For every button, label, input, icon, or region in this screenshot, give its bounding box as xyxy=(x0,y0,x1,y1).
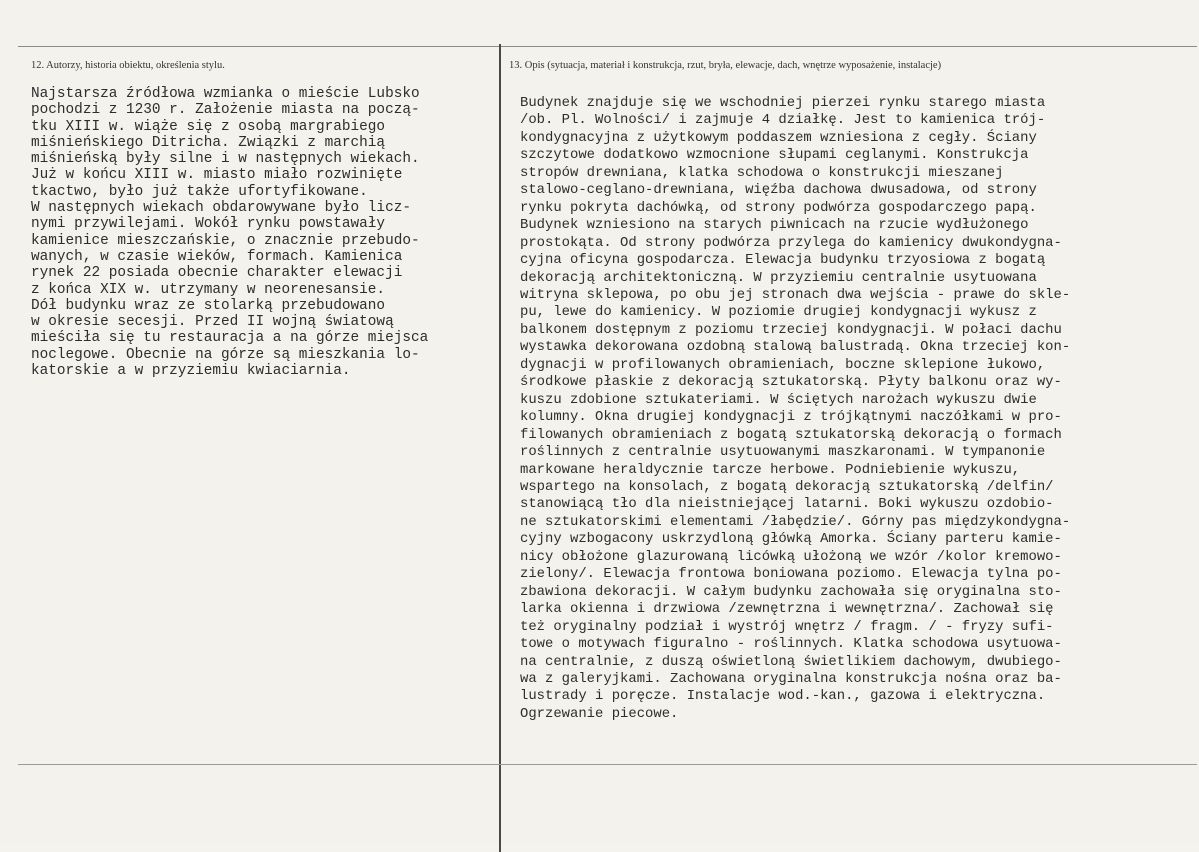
description-text-line: środkowe płaskie z dekoracją sztukatorską. Płyty balkonu oraz wy- xyxy=(520,374,1062,391)
description-text-line: lustrady i poręcze. Instalacje wod.-kan., gazowa i elektryczna. xyxy=(520,688,1046,705)
description-text-line: stropów drewniana, klatka schodowa o konstrukcji mieszanej xyxy=(520,164,1004,181)
history-text-line: kamienice mieszczańskie, o znacznie przebudo- xyxy=(31,232,420,249)
description-text-line: dygnacji w profilowanych obramieniach, boczne sklepione łukowo, xyxy=(520,356,1046,373)
history-text-line: rynek 22 posiada obecnie charakter elewacji xyxy=(31,265,403,282)
section-13-heading: 13. Opis (sytuacja, materiał i konstrukcja, rzut, bryła, elewacje, dach, wnętrze wyposażenie, instalacje) xyxy=(509,60,942,71)
bottom-rule xyxy=(18,764,1197,765)
description-text xyxy=(520,95,1070,723)
description-text-line: na centralnie, z duszą oświetloną świetlikiem dachowym, dwubiego- xyxy=(520,653,1062,670)
section-12-heading: 12. Autorzy, historia obiektu, określenia stylu. xyxy=(31,60,225,71)
history-text-line: katorskie a w przyziemiu kwiaciarnia. xyxy=(31,363,351,380)
description-text-line: szczytowe dodatkowo wzmocnione słupami ceglanymi. Konstrukcja xyxy=(520,147,1029,164)
description-text-line: zielony/. Elewacja frontowa boniowana poziomo. Elewacja tylna po- xyxy=(520,566,1062,583)
history-text-line: W następnych wiekach obdarowywane było licz- xyxy=(31,200,411,217)
description-text-line: dekoracją architektoniczną. W przyziemiu centralnie usytuowana xyxy=(520,269,1037,286)
top-rule xyxy=(18,46,1197,47)
description-text-line: stalowo-ceglano-drewniana, więźba dachowa dwusadowa, od strony xyxy=(520,182,1037,199)
history-text-line: miśnieńskiego Ditricha. Związki z marchią xyxy=(31,134,386,151)
description-text-line: zbawiona dekoracji. W całym budynku zachowała się oryginalna sto- xyxy=(520,583,1062,600)
description-text-line: wa z galeryjkami. Zachowana oryginalna konstrukcja nośna oraz ba- xyxy=(520,670,1062,687)
history-text-line: miśnieńską były silne i w następnych wiekach. xyxy=(31,151,420,168)
description-text-line: Budynek znajduje się we wschodniej pierzei rynku starego miasta xyxy=(520,95,1046,111)
description-text-line: witryna sklepowa, po obu jej stronach dwa wejścia - prawe do skle- xyxy=(520,286,1071,303)
description-text-line: cyjny wzbogacony uskrzydloną główką Amorka. Ściany parteru kamie- xyxy=(520,531,1062,548)
description-text-line: stanowiącą tło dla nieistniejącej latarni. Boki wykuszu ozdobio- xyxy=(520,496,1054,513)
history-text-line: pochodzi z 1230 r. Założenie miasta na począ- xyxy=(31,102,420,119)
description-text-line: pu, lewe do kamienicy. W poziomie drugiej kondygnacji wykusz z xyxy=(520,304,1037,321)
description-text-line: balkonem dostępnym z poziomu trzeciej kondygnacji. W połaci dachu xyxy=(520,321,1062,338)
column-divider xyxy=(499,44,501,852)
history-text xyxy=(31,86,428,379)
history-text-line: wanych, w czasie wieków, formach. Kamienica xyxy=(31,248,403,265)
history-text-line: noclegowe. Obecnie na górze są mieszkania lo- xyxy=(31,346,420,363)
description-text-line: nicy obłożone glazurowaną licówką ułożoną we wzór /kolor kremowo- xyxy=(520,548,1062,565)
history-text-line: z końca XIX w. utrzymany w neorenesansie. xyxy=(31,281,386,298)
description-text-line: też oryginalny podział i wystrój wnętrz / fragm. / - fryzy sufi- xyxy=(520,618,1054,635)
description-text-line: /ob. Pl. Wolności/ i zajmuje 4 działkę. Jest to kamienica trój- xyxy=(520,112,1046,129)
description-text-line: roślinnych z centralnie usytuowanymi maszkaronami. W tympanonie xyxy=(520,444,1046,461)
description-text-line: filowanych obramieniach z bogatą sztukatorską dekoracją o formach xyxy=(520,426,1062,443)
description-text-line: wystawka dekorowana ozdobną stalową balustradą. Okna trzeciej kon- xyxy=(520,339,1071,356)
description-text-line: markowane heraldycznie tarcze herbowe. Podniebienie wykuszu, xyxy=(520,461,1021,478)
description-text-line: kondygnacyjna z użytkowym poddaszem wzniesiona z cegły. Ściany xyxy=(520,129,1037,146)
description-text-line: cyjna oficyna gospodarcza. Elewacja budynku trzyosiowa z bogatą xyxy=(520,252,1046,269)
history-text-line: tku XIII w. wiąże się z osobą margrabiego xyxy=(31,118,386,135)
description-text-line: prostokąta. Od strony podwórza przylega do kamienicy dwukondygna- xyxy=(520,234,1062,251)
history-text-line: tkactwo, było już także ufortyfikowane. xyxy=(31,183,368,200)
history-text-line: Już w końcu XIII w. miasto miało rozwinięte xyxy=(31,167,403,184)
description-text-line: towe o motywach figuralno - roślinnych. Klatka schodowa usytuowa- xyxy=(520,636,1062,653)
history-text-line: mieściła się tu restauracja a na górze miejsca xyxy=(31,330,429,347)
description-text-line: wspartego na konsolach, z bogatą dekoracją sztukatorską /delfin/ xyxy=(520,478,1054,495)
description-text-line: kuszu zdobione sztukateriami. W ściętych narożach wykuszu dwie xyxy=(520,391,1037,408)
history-text-line: Najstarsza źródłowa wzmianka o mieście Lubsko xyxy=(31,86,420,102)
history-text-line: Dół budynku wraz ze stolarką przebudowano xyxy=(31,297,386,314)
history-text-line: w okresie secesji. Przed II wojną światową xyxy=(31,314,394,331)
description-text-line: larka okienna i drzwiowa /zewnętrzna i wewnętrzna/. Zachował się xyxy=(520,601,1054,618)
description-text-line: kolumny. Okna drugiej kondygnacji z trójkątnymi naczółkami w pro- xyxy=(520,409,1062,426)
history-text-line: nymi przywilejami. Wokół rynku powstawały xyxy=(31,216,386,233)
description-text-line: Budynek wzniesiono na starych piwnicach na rzucie wydłużonego xyxy=(520,217,1029,234)
description-text-line: rynku pokryta dachówką, od strony podwórza gospodarczego papą. xyxy=(520,199,1037,216)
description-text-line: Ogrzewanie piecowe. xyxy=(520,705,679,722)
description-text-line: ne sztukatorskimi elementami /łabędzie/. Górny pas międzykondygna- xyxy=(520,513,1071,530)
